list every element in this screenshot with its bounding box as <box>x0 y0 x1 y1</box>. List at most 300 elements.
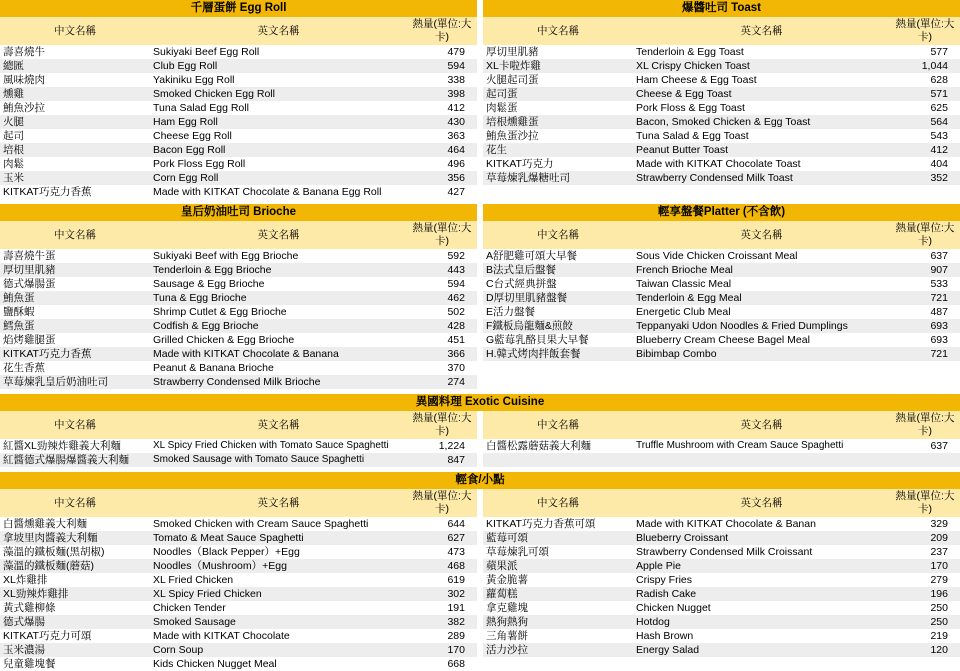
item-name-en: Noodles（Mushroom）+Egg <box>150 559 407 573</box>
col-header-cn: 中文名稱 <box>483 411 633 439</box>
table-row <box>0 517 477 531</box>
table-row <box>0 319 477 333</box>
section-platter <box>483 204 960 389</box>
item-calories: 462 <box>407 291 477 305</box>
item-calories: 209 <box>890 531 960 545</box>
col-header-cal: 熱量(單位:大卡) <box>890 221 960 249</box>
table-row <box>0 453 477 467</box>
item-name-cn: XL勁辣炸雞排 <box>0 587 150 601</box>
item-name-en: XL Fried Chicken <box>150 573 407 587</box>
table-row <box>0 587 477 601</box>
table-row <box>0 45 477 59</box>
item-name-en: Ham Egg Roll <box>150 115 407 129</box>
item-name-en: Crispy Fries <box>633 573 890 587</box>
table-row <box>0 263 477 277</box>
item-calories: 404 <box>890 157 960 171</box>
item-name-cn: 藻溫的鐵板麵(黑胡椒) <box>0 545 150 559</box>
item-name-cn: 拿克雞塊 <box>483 601 633 615</box>
item-name-en: Cheese & Egg Toast <box>633 87 890 101</box>
item-name-en: Energetic Club Meal <box>633 305 890 319</box>
col-header-cal: 熱量(單位:大卡) <box>407 411 477 439</box>
item-name-cn: 草莓煉乳爆糖吐司 <box>483 171 633 185</box>
table-row <box>0 157 477 171</box>
section-band-2 <box>0 204 960 389</box>
item-calories: 693 <box>890 319 960 333</box>
item-name-en: French Brioche Meal <box>633 263 890 277</box>
item-calories: 170 <box>890 559 960 573</box>
table-row <box>0 643 477 657</box>
item-name-cn: 風味燒肉 <box>0 73 150 87</box>
item-calories: 170 <box>407 643 477 657</box>
item-name-cn: 厚切里肌豬 <box>0 263 150 277</box>
item-name-cn: 鮪魚蛋沙拉 <box>483 129 633 143</box>
item-name-en: Peanut & Banana Brioche <box>150 361 407 375</box>
item-calories: 196 <box>890 587 960 601</box>
item-name-en: Tenderloin & Egg Brioche <box>150 263 407 277</box>
table-exotic-left <box>0 411 477 467</box>
item-name-cn: 鱈魚蛋 <box>0 319 150 333</box>
section-toast <box>483 0 960 199</box>
item-name-en: Corn Egg Roll <box>150 171 407 185</box>
item-name-en: Hash Brown <box>633 629 890 643</box>
item-calories: 487 <box>890 305 960 319</box>
item-name-cn: XL炸雞排 <box>0 573 150 587</box>
table-brioche <box>0 204 477 389</box>
table-row <box>483 629 960 643</box>
item-name-cn: B法式皇后盤餐 <box>483 263 633 277</box>
item-calories: 473 <box>407 545 477 559</box>
item-name-en: Tomato & Meat Sauce Spaghetti <box>150 531 407 545</box>
item-name-en: Sukiyaki Beef with Egg Brioche <box>150 249 407 263</box>
table-row <box>483 171 960 185</box>
item-calories: 443 <box>407 263 477 277</box>
item-name-cn: 拿坡里肉醬義大利麵 <box>0 531 150 545</box>
item-name-cn: 白醬松露蘑菇義大利麵 <box>483 439 633 453</box>
item-name-en: Made with KITKAT Chocolate Toast <box>633 157 890 171</box>
item-name-cn: 草莓煉乳可頌 <box>483 545 633 559</box>
section-title: 千層蛋餅 Egg Roll <box>0 0 477 17</box>
col-header-cn: 中文名稱 <box>0 17 150 45</box>
item-name-en: Pork Floss Egg Roll <box>150 157 407 171</box>
item-calories: 637 <box>890 249 960 263</box>
item-calories: 543 <box>890 129 960 143</box>
item-name-en: Tuna Salad Egg Roll <box>150 101 407 115</box>
item-calories: 479 <box>407 45 477 59</box>
item-calories: 592 <box>407 249 477 263</box>
item-calories: 637 <box>890 439 960 453</box>
item-calories: 693 <box>890 333 960 347</box>
col-header-en: 英文名稱 <box>633 221 890 249</box>
table-row <box>483 263 960 277</box>
section-brioche <box>0 204 477 389</box>
table-row <box>0 361 477 375</box>
item-calories: 619 <box>407 573 477 587</box>
item-name-en: Chicken Tender <box>150 601 407 615</box>
section-title: 爆醬吐司 Toast <box>483 0 960 17</box>
item-calories: 1,044 <box>890 59 960 73</box>
item-name-en: Teppanyaki Udon Noodles & Fried Dumplings <box>633 319 890 333</box>
snacks-right <box>483 489 960 671</box>
item-name-cn: 肉鬆 <box>0 157 150 171</box>
col-header-cn: 中文名稱 <box>483 17 633 45</box>
item-calories: 577 <box>890 45 960 59</box>
item-name-cn: 黃式雞柳條 <box>0 601 150 615</box>
item-name-cn: 鹽酥蝦 <box>0 305 150 319</box>
item-name-en: Tenderloin & Egg Toast <box>633 45 890 59</box>
item-name-en: Smoked Sausage <box>150 615 407 629</box>
item-name-cn: 藻溫的鐵板麵(蘑菇) <box>0 559 150 573</box>
item-calories: 427 <box>407 185 477 199</box>
item-calories: 382 <box>407 615 477 629</box>
table-row <box>0 73 477 87</box>
item-name-en: Codfish & Egg Brioche <box>150 319 407 333</box>
table-row <box>483 517 960 531</box>
table-row <box>483 615 960 629</box>
item-calories: 644 <box>407 517 477 531</box>
item-name-cn: KITKAT巧克力香蕉可頌 <box>483 517 633 531</box>
table-row <box>483 573 960 587</box>
item-name-cn: 培根 <box>0 143 150 157</box>
table-row <box>0 87 477 101</box>
item-calories: 289 <box>407 629 477 643</box>
table-row <box>0 171 477 185</box>
item-calories: 594 <box>407 59 477 73</box>
item-name-cn: 焰烤雞腿蛋 <box>0 333 150 347</box>
section-snacks <box>0 472 960 671</box>
item-name-cn: 起司蛋 <box>483 87 633 101</box>
item-name-en: Made with KITKAT Chocolate & Banana <box>150 347 407 361</box>
table-row <box>483 45 960 59</box>
item-name-en: Smoked Sausage with Tomato Sauce Spaghetti <box>150 453 407 467</box>
item-name-cn: XL卡啦炸雞 <box>483 59 633 73</box>
table-exotic-right <box>483 411 960 467</box>
item-calories: 250 <box>890 601 960 615</box>
item-name-cn: 起司 <box>0 129 150 143</box>
col-header-en: 英文名稱 <box>150 17 407 45</box>
table-row <box>483 59 960 73</box>
item-name-cn: F鐵板烏龍麵&煎餃 <box>483 319 633 333</box>
item-name-cn: 藍莓可頌 <box>483 531 633 545</box>
item-name-cn: A舒肥雞可頌大早餐 <box>483 249 633 263</box>
table-row <box>0 545 477 559</box>
section-egg-roll <box>0 0 477 199</box>
item-name-cn: H.韓式烤肉拌飯套餐 <box>483 347 633 361</box>
item-calories: 847 <box>407 453 477 467</box>
item-name-cn: 蘿蔔糕 <box>483 587 633 601</box>
col-header-cal: 熱量(單位:大卡) <box>407 221 477 249</box>
item-name-cn: 花生 <box>483 143 633 157</box>
item-calories: 430 <box>407 115 477 129</box>
table-row <box>483 643 960 657</box>
item-name-en: Made with KITKAT Chocolate & Banan <box>633 517 890 531</box>
col-header-en: 英文名稱 <box>150 411 407 439</box>
item-name-en: Energy Salad <box>633 643 890 657</box>
item-name-en: Pork Floss & Egg Toast <box>633 101 890 115</box>
item-calories: 496 <box>407 157 477 171</box>
item-name-cn: 壽喜燒牛蛋 <box>0 249 150 263</box>
item-calories: 625 <box>890 101 960 115</box>
table-row <box>483 157 960 171</box>
item-name-en: Bacon Egg Roll <box>150 143 407 157</box>
item-calories: 412 <box>407 101 477 115</box>
table-row <box>0 347 477 361</box>
item-name-cn: 火腿 <box>0 115 150 129</box>
item-name-en: Kids Chicken Nugget Meal <box>150 657 407 671</box>
item-name-cn: KITKAT巧克力可頌 <box>0 629 150 643</box>
col-header-cn: 中文名稱 <box>483 221 633 249</box>
item-calories: 571 <box>890 87 960 101</box>
item-name-cn: G藍莓乳酪貝果大早餐 <box>483 333 633 347</box>
item-name-en: Sausage & Egg Brioche <box>150 277 407 291</box>
item-name-cn: 鮪魚蛋 <box>0 291 150 305</box>
col-header-cn: 中文名稱 <box>0 489 150 517</box>
section-exotic <box>0 394 960 467</box>
item-calories: 721 <box>890 347 960 361</box>
col-header-cn: 中文名稱 <box>0 411 150 439</box>
item-name-cn: 玉米濃湯 <box>0 643 150 657</box>
exotic-title-table <box>0 394 960 411</box>
table-row <box>0 115 477 129</box>
table-row <box>483 333 960 347</box>
item-name-en: Tuna Salad & Egg Toast <box>633 129 890 143</box>
item-calories: 338 <box>407 73 477 87</box>
table-row <box>483 559 960 573</box>
table-row <box>0 101 477 115</box>
item-name-cn: 白醬燻雞義大利麵 <box>0 517 150 531</box>
item-name-cn: 壽喜燒牛 <box>0 45 150 59</box>
table-row <box>0 277 477 291</box>
snacks-left <box>0 489 477 671</box>
table-row <box>0 531 477 545</box>
item-name-cn: 蘋果派 <box>483 559 633 573</box>
item-calories: 370 <box>407 361 477 375</box>
item-name-en: Smoked Chicken Egg Roll <box>150 87 407 101</box>
item-name-en: Strawberry Condensed Milk Croissant <box>633 545 890 559</box>
item-name-en: Truffle Mushroom with Cream Sauce Spaghetti <box>633 439 890 453</box>
item-name-en: XL Spicy Fried Chicken <box>150 587 407 601</box>
item-name-cn: 燻雞 <box>0 87 150 101</box>
snacks-title-table <box>0 472 960 489</box>
section-band-1 <box>0 0 960 199</box>
col-header-en: 英文名稱 <box>633 489 890 517</box>
table-row <box>0 629 477 643</box>
item-name-en: Strawberry Condensed Milk Toast <box>633 171 890 185</box>
item-calories: 250 <box>890 615 960 629</box>
table-row <box>0 375 477 389</box>
table-snacks-left <box>0 489 477 671</box>
item-calories: 274 <box>407 375 477 389</box>
table-row <box>483 101 960 115</box>
item-name-cn: 培根燻雞蛋 <box>483 115 633 129</box>
item-name-cn: D厚切里肌豬盤餐 <box>483 291 633 305</box>
col-header-en: 英文名稱 <box>633 411 890 439</box>
item-calories: 502 <box>407 305 477 319</box>
item-calories: 329 <box>890 517 960 531</box>
item-calories: 302 <box>407 587 477 601</box>
item-name-cn: 紅醬XL勁辣炸雞義大利麵 <box>0 439 150 453</box>
item-name-cn: 熱狗熱狗 <box>483 615 633 629</box>
table-row <box>483 601 960 615</box>
table-row <box>0 305 477 319</box>
table-row <box>483 305 960 319</box>
table-row <box>483 439 960 453</box>
exotic-left <box>0 411 477 467</box>
item-name-en: Club Egg Roll <box>150 59 407 73</box>
col-header-en: 英文名稱 <box>633 17 890 45</box>
table-row <box>483 115 960 129</box>
item-name-cn: KITKAT巧克力香蕉 <box>0 347 150 361</box>
table-row <box>0 291 477 305</box>
item-calories: 533 <box>890 277 960 291</box>
table-row <box>483 291 960 305</box>
item-name-en: Bibimbap Combo <box>633 347 890 361</box>
item-name-cn: 紅醬德式爆腸爆醬義大利麵 <box>0 453 150 467</box>
table-row <box>0 559 477 573</box>
section-title: 皇后奶油吐司 Brioche <box>0 204 477 221</box>
item-name-cn: E活力盤餐 <box>483 305 633 319</box>
table-row <box>0 129 477 143</box>
item-calories: 721 <box>890 291 960 305</box>
item-name-cn: KITKAT巧克力香蕉 <box>0 185 150 199</box>
item-calories: 907 <box>890 263 960 277</box>
item-name-cn: 花生香蕉 <box>0 361 150 375</box>
item-name-cn: 鮪魚沙拉 <box>0 101 150 115</box>
item-calories: 668 <box>407 657 477 671</box>
item-calories: 464 <box>407 143 477 157</box>
item-name-en: Hotdog <box>633 615 890 629</box>
item-calories: 628 <box>890 73 960 87</box>
item-name-en: Peanut Butter Toast <box>633 143 890 157</box>
item-name-en: Sous Vide Chicken Croissant Meal <box>633 249 890 263</box>
table-toast <box>483 0 960 185</box>
item-calories: 191 <box>407 601 477 615</box>
item-name-en: Noodles（Black Pepper）+Egg <box>150 545 407 559</box>
table-row <box>483 319 960 333</box>
item-name-en: Shrimp Cutlet & Egg Brioche <box>150 305 407 319</box>
table-row <box>483 73 960 87</box>
item-name-cn: 兒童雞塊餐 <box>0 657 150 671</box>
exotic-right <box>483 411 960 467</box>
item-name-en: Cheese Egg Roll <box>150 129 407 143</box>
item-calories: 366 <box>407 347 477 361</box>
table-row <box>0 601 477 615</box>
item-name-en: Made with KITKAT Chocolate <box>150 629 407 643</box>
table-row <box>483 545 960 559</box>
item-name-en: Made with KITKAT Chocolate & Banana Egg Roll <box>150 185 407 199</box>
item-name-cn: 草莓煉乳皇后奶油吐司 <box>0 375 150 389</box>
table-row <box>483 249 960 263</box>
table-row <box>0 333 477 347</box>
table-row <box>0 573 477 587</box>
item-name-cn: C台式經典拼盤 <box>483 277 633 291</box>
item-name-en: XL Crispy Chicken Toast <box>633 59 890 73</box>
item-name-en: XL Spicy Fried Chicken with Tomato Sauce Spaghetti <box>150 439 407 453</box>
item-name-cn: 肉鬆蛋 <box>483 101 633 115</box>
table-row <box>0 59 477 73</box>
item-name-cn: 黃金脆薯 <box>483 573 633 587</box>
item-calories: 237 <box>890 545 960 559</box>
table-row <box>0 249 477 263</box>
item-calories: 451 <box>407 333 477 347</box>
item-calories: 468 <box>407 559 477 573</box>
item-name-en: Sukiyaki Beef Egg Roll <box>150 45 407 59</box>
item-calories: 120 <box>890 643 960 657</box>
item-calories: 564 <box>890 115 960 129</box>
item-name-cn: 三角薯餅 <box>483 629 633 643</box>
col-header-en: 英文名稱 <box>150 221 407 249</box>
exotic-body <box>0 411 960 467</box>
col-header-cn: 中文名稱 <box>483 489 633 517</box>
item-calories: 398 <box>407 87 477 101</box>
table-row <box>483 277 960 291</box>
item-name-en: Tenderloin & Egg Meal <box>633 291 890 305</box>
table-row <box>0 143 477 157</box>
col-header-cal: 熱量(單位:大卡) <box>890 17 960 45</box>
item-name-cn: 活力沙拉 <box>483 643 633 657</box>
item-calories: 279 <box>890 573 960 587</box>
section-title: 輕享盤餐Platter (不含飲) <box>483 204 960 221</box>
table-row <box>483 143 960 157</box>
item-calories: 356 <box>407 171 477 185</box>
item-name-en: Radish Cake <box>633 587 890 601</box>
item-calories: 412 <box>890 143 960 157</box>
item-name-cn: 德式爆腸蛋 <box>0 277 150 291</box>
item-name-en: Tuna & Egg Brioche <box>150 291 407 305</box>
item-calories: 428 <box>407 319 477 333</box>
item-calories: 627 <box>407 531 477 545</box>
table-row <box>0 185 477 199</box>
item-name-en: Ham Cheese & Egg Toast <box>633 73 890 87</box>
item-name-en: Strawberry Condensed Milk Brioche <box>150 375 407 389</box>
item-calories: 1,224 <box>407 439 477 453</box>
col-header-cn: 中文名稱 <box>0 221 150 249</box>
item-name-en: Apple Pie <box>633 559 890 573</box>
table-row <box>0 657 477 671</box>
col-header-cal: 熱量(單位:大卡) <box>407 489 477 517</box>
item-name-en: Chicken Nugget <box>633 601 890 615</box>
table-row <box>483 531 960 545</box>
item-name-cn: 總匯 <box>0 59 150 73</box>
item-calories: 352 <box>890 171 960 185</box>
item-name-cn: 厚切里肌豬 <box>483 45 633 59</box>
item-name-en: Yakiniku Egg Roll <box>150 73 407 87</box>
table-row <box>0 615 477 629</box>
item-name-en: Blueberry Cream Cheese Bagel Meal <box>633 333 890 347</box>
item-name-cn: 玉米 <box>0 171 150 185</box>
item-calories: 219 <box>890 629 960 643</box>
table-row <box>483 587 960 601</box>
table-row <box>483 453 960 467</box>
item-calories: 594 <box>407 277 477 291</box>
section-title: 輕食/小點 <box>0 472 960 489</box>
table-row <box>0 439 477 453</box>
table-egg-roll <box>0 0 477 199</box>
item-name-cn: 火腿起司蛋 <box>483 73 633 87</box>
item-name-en: Grilled Chicken & Egg Brioche <box>150 333 407 347</box>
table-row <box>483 87 960 101</box>
item-name-en: Corn Soup <box>150 643 407 657</box>
table-snacks-right <box>483 489 960 657</box>
table-row <box>483 129 960 143</box>
item-name-en: Taiwan Classic Meal <box>633 277 890 291</box>
item-calories: 363 <box>407 129 477 143</box>
col-header-cal: 熱量(單位:大卡) <box>890 489 960 517</box>
item-name-cn: 德式爆腸 <box>0 615 150 629</box>
item-name-en: Bacon, Smoked Chicken & Egg Toast <box>633 115 890 129</box>
item-name-en: Blueberry Croissant <box>633 531 890 545</box>
item-name-cn: KITKAT巧克力 <box>483 157 633 171</box>
table-platter <box>483 204 960 361</box>
